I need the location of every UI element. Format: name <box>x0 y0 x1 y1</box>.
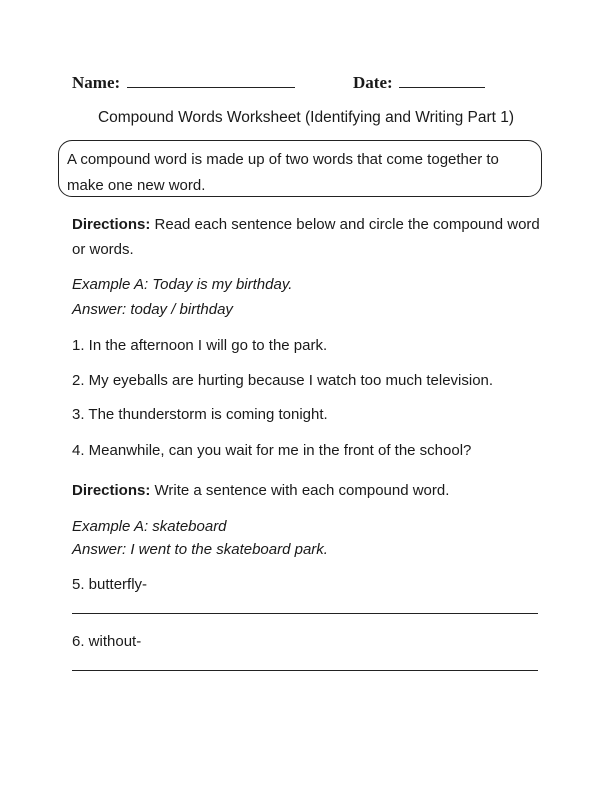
name-field[interactable] <box>127 73 295 88</box>
answer-line-6[interactable] <box>72 670 538 671</box>
answer-line-5[interactable] <box>72 613 538 614</box>
prompt-6: 6. without- <box>72 633 142 650</box>
definition-box <box>58 140 542 197</box>
answer-a-1: Answer: today / birthday <box>72 301 233 318</box>
prompt-5: 5. butterfly- <box>72 576 148 593</box>
directions-1-text: Read each sentence below and circle the compound word or words. <box>72 216 540 258</box>
name-label: Name: <box>72 73 121 92</box>
directions-2 <box>72 478 552 503</box>
example-a-1: Example A: Today is my birthday. <box>72 276 293 293</box>
question-1: 1. In the afternoon I will go to the park. <box>72 337 328 354</box>
directions-2-text: Write a sentence with each compound word. <box>150 482 450 499</box>
directions-1 <box>72 212 552 262</box>
question-4: 4. Meanwhile, can you wait for me in the front of the school? <box>72 442 472 459</box>
worksheet-title: Compound Words Worksheet (Identifying and Writing Part 1) <box>97 109 515 126</box>
example-a-2: Example A: skateboard <box>72 518 227 535</box>
question-2: 2. My eyeballs are hurting because I watch too much television. <box>72 372 494 389</box>
directions-1-label: Directions: <box>72 216 151 233</box>
definition-text: A compound word is made up of two words that come together to make one new word. <box>67 151 499 194</box>
directions-2-label: Directions: <box>72 482 151 499</box>
header-row <box>72 73 393 93</box>
question-3: 3. The thunderstorm is coming tonight. <box>72 406 328 423</box>
date-field[interactable] <box>399 73 485 88</box>
date-group <box>353 73 485 93</box>
answer-a-2: Answer: I went to the skateboard park. <box>72 541 328 558</box>
date-label: Date: <box>353 73 393 92</box>
